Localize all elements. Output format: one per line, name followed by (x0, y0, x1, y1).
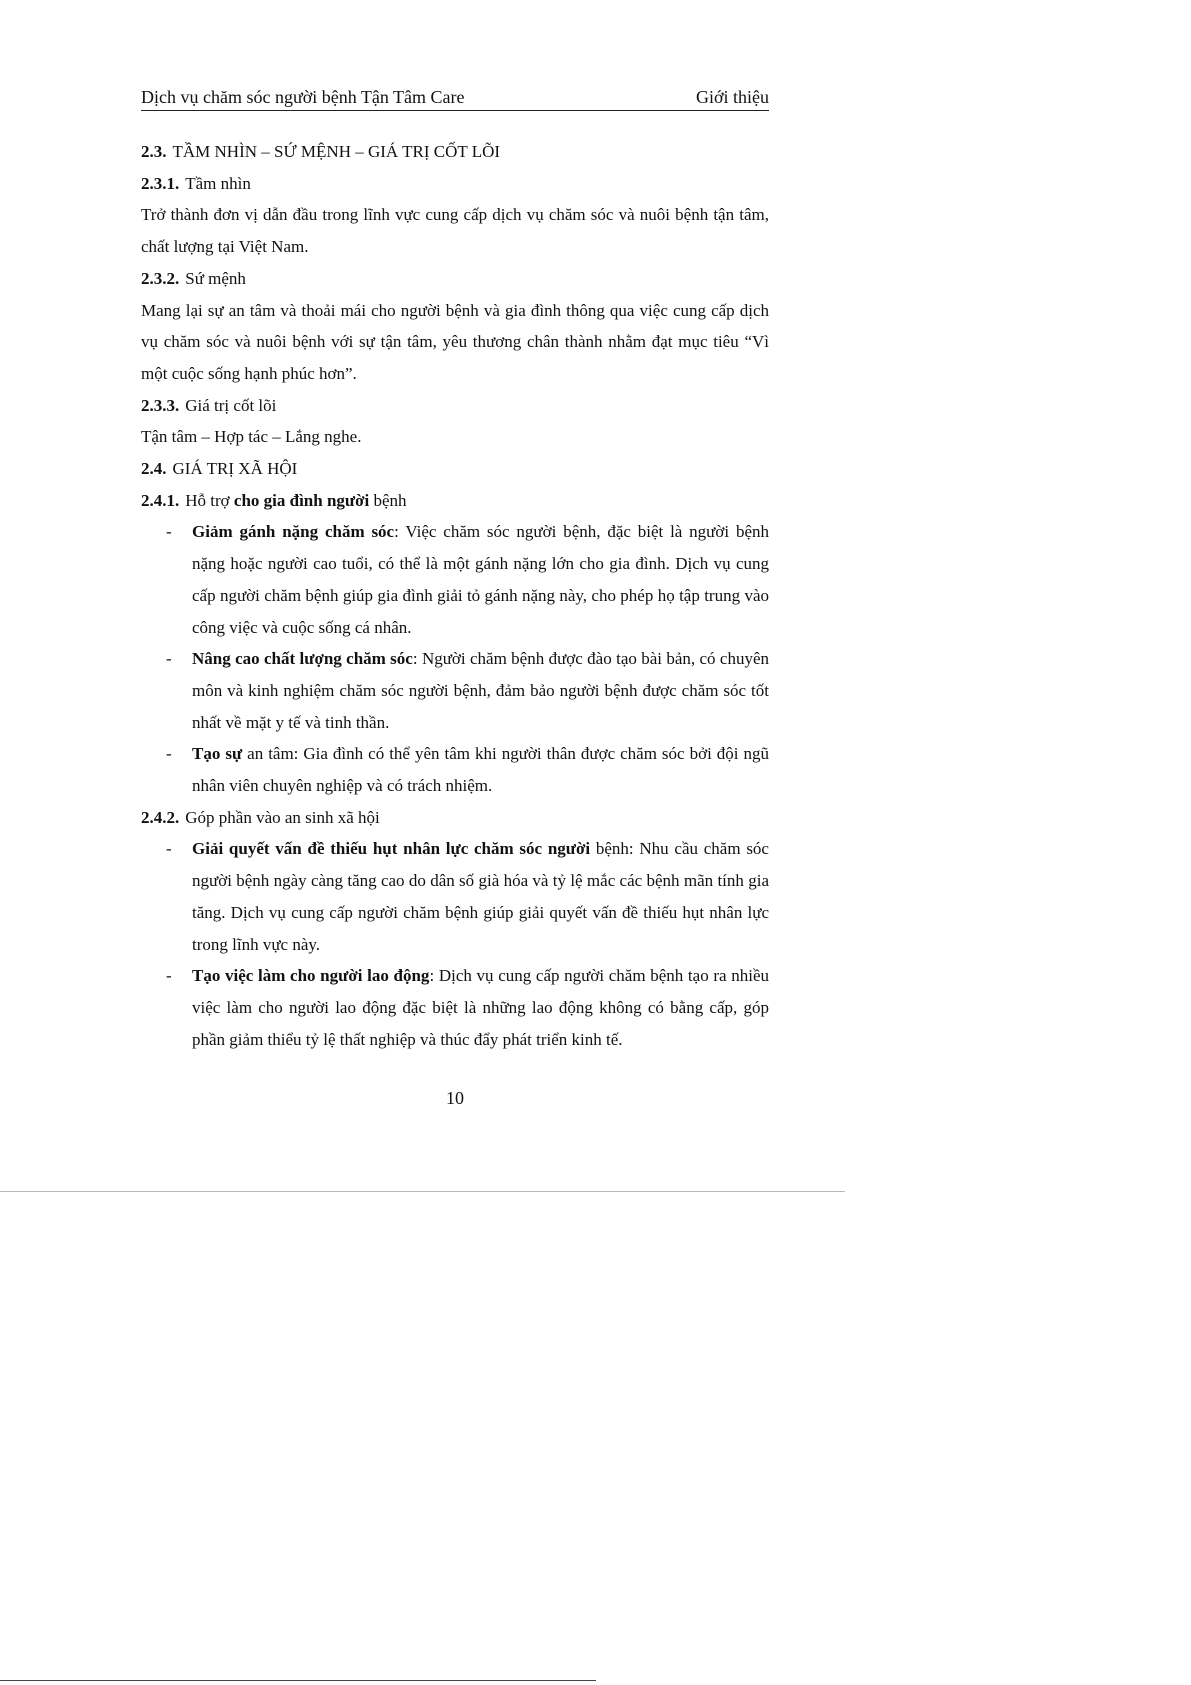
bullet-lead: Giảm gánh nặng chăm sóc (192, 522, 395, 542)
heading-2-4-1 (141, 485, 769, 517)
heading-2-3-2 (141, 263, 769, 295)
paragraph-core-values: Tận tâm – Hợp tác – Lắng nghe. (141, 427, 362, 447)
heading-text: Tầm nhìn (185, 173, 251, 193)
bullet-dash: - (166, 839, 172, 859)
heading-text: TẦM NHÌN – SỨ MỆNH – GIÁ TRỊ CỐT LÕI (172, 142, 501, 161)
paragraph-vision: Trở thành đơn vị dẫn đầu trong lĩnh vực cung cấp dịch vụ chăm sóc và nuôi bệnh tận tâm, chất lượng tại Việt Nam. (141, 205, 769, 257)
bullet-dash: - (166, 649, 172, 669)
heading-number: 2.3.1. (141, 173, 180, 193)
heading-number: 2.4.1. (141, 490, 180, 510)
heading-text: Hỗ trợ (185, 490, 234, 510)
list-item (141, 643, 769, 738)
bullet-text: an tâm: Gia đình có thể yên tâm khi người thân được chăm sóc bởi đội ngũ nhân viên chuyên nghiệp và có trách nhiệm. (192, 744, 769, 796)
heading-text: Giá trị cốt lõi (185, 395, 277, 415)
list-item (141, 960, 769, 1055)
list-item (141, 738, 769, 801)
bullet-dash: - (166, 744, 172, 764)
heading-2-3-3 (141, 390, 769, 422)
heading-text: GIÁ TRỊ XÃ HỘI (172, 459, 298, 479)
heading-2-4 (141, 453, 769, 485)
bullet-lead: Tạo việc làm cho người lao động (192, 966, 430, 986)
list-item (141, 516, 769, 643)
header-section: Giới thiệu (695, 87, 769, 107)
bullet-text: bệnh: Nhu cầu chăm sóc người bệnh ngày càng tăng cao do dân số già hóa và tỷ lệ mắc các bệnh mãn tính gia tăng. Dịch vụ cung cấp người chăm bệnh giúp giải quyết vấn đề thiếu hụt nhân lực trong lĩnh vực này. (192, 839, 769, 954)
paragraph-mission: Mang lại sự an tâm và thoải mái cho người bệnh và gia đình thông qua việc cung cấp dịch vụ chăm sóc và nuôi bệnh với sự tận tâm, yêu thương chân thành nhằm đạt mục tiêu “Vì một cuộc sống hạnh phúc hơn”. (141, 300, 769, 383)
bottom-rule (0, 1680, 596, 1681)
heading-number: 2.4. (141, 459, 167, 479)
page-number: 10 (446, 1088, 464, 1108)
bullet-lead: Nâng cao chất lượng chăm sóc (192, 649, 413, 669)
heading-number: 2.3. (141, 142, 167, 161)
heading-text-bold: cho gia đình người (233, 490, 370, 510)
bullet-text: : Người chăm bệnh được đào tạo bài bản, có chuyên môn và kinh nghiệm chăm sóc người bệnh, đảm bảo người bệnh được chăm sóc tốt nhất về mặt y tế và tinh thần. (192, 649, 769, 732)
bullet-dash: - (166, 966, 172, 986)
page-divider (0, 1191, 845, 1192)
bullet-lead: Tạo sự (192, 744, 243, 764)
document-body (141, 136, 769, 1055)
heading-2-3 (141, 136, 769, 168)
bullet-text: : Dịch vụ cung cấp người chăm bệnh tạo ra nhiều việc làm cho người lao động đặc biệt là những lao động không có bằng cấp, góp phần giảm thiểu tỷ lệ thất nghiệp và thúc đẩy phát triển kinh tế. (192, 966, 769, 1049)
header-title: Dịch vụ chăm sóc người bệnh Tận Tâm Care (141, 87, 465, 107)
heading-text: Góp phần vào an sinh xã hội (185, 807, 380, 827)
heading-2-4-2 (141, 802, 769, 834)
heading-text-tail: bệnh (369, 490, 407, 510)
list-item (141, 833, 769, 960)
bullet-text: : Việc chăm sóc người bệnh, đặc biệt là người bệnh nặng hoặc người cao tuổi, có thể là một gánh nặng lớn cho gia đình. Dịch vụ cung cấp người chăm bệnh giúp gia đình giải tỏ gánh nặng này, cho phép họ tập trung vào công việc và cuộc sống cá nhân. (192, 522, 769, 637)
heading-number: 2.3.3. (141, 395, 180, 415)
bullet-lead: Giải quyết vấn đề thiếu hụt nhân lực chăm sóc người (192, 839, 591, 859)
heading-number: 2.3.2. (141, 268, 180, 288)
heading-number: 2.4.2. (141, 807, 180, 827)
heading-2-3-1 (141, 168, 769, 200)
page-header (141, 84, 769, 111)
heading-text: Sứ mệnh (185, 268, 246, 288)
bullet-dash: - (166, 522, 172, 542)
